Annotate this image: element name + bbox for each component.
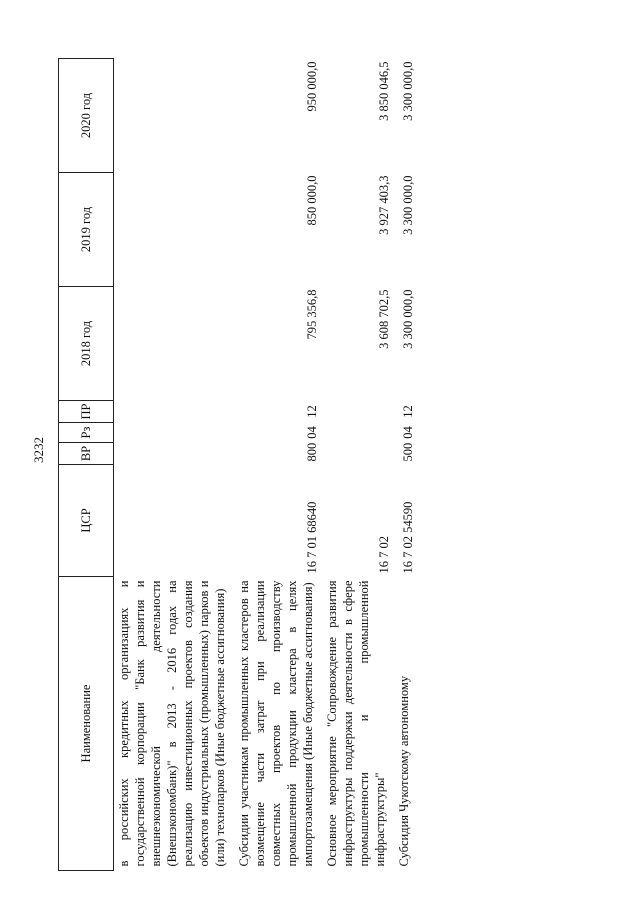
row-2018: 3 300 000,0 bbox=[401, 289, 415, 349]
row-2019 bbox=[114, 173, 235, 287]
table-row bbox=[114, 59, 235, 871]
row-vr bbox=[322, 443, 394, 465]
row-vr bbox=[114, 443, 235, 465]
budget-table bbox=[58, 58, 418, 871]
header-vr: ВР bbox=[59, 443, 114, 465]
row-2019: 3 300 000,0 bbox=[401, 175, 415, 235]
row-csr: 16 7 02 54590 bbox=[401, 501, 415, 574]
row-name: Субсидии участникам промышленных кластеров на возмещение части затрат при реализации совместных проектов по производству промышленной продукции кластера в целях импортозамещения (Иные бюджетные ассигнования) bbox=[237, 580, 315, 867]
row-name: Субсидия Чукотскому автономному bbox=[397, 675, 411, 867]
row-name: в российских кредитных организациях и государственной корпорации "Банк развития и внешнеэкономической деятельности (Внешэкономбанк)" в 2013 - 2016 годах на реализацию инвестиционных проектов создания объектов индустриальных (промышленных) парков и (или) технопарков (Иные бюджетные ассигнования) bbox=[117, 580, 227, 867]
header-name: Наименование bbox=[59, 577, 114, 871]
row-2020: 3 300 000,0 bbox=[401, 61, 415, 121]
budget-table-region bbox=[58, 59, 594, 871]
header-2020: 2020 год bbox=[59, 59, 114, 173]
header-2018: 2018 год bbox=[59, 287, 114, 401]
row-csr: 16 7 02 bbox=[377, 536, 391, 574]
table-row bbox=[322, 59, 394, 871]
row-pr bbox=[114, 401, 235, 423]
row-2018: 3 608 702,5 bbox=[377, 289, 391, 349]
table-row bbox=[234, 59, 322, 871]
row-rz: 04 bbox=[401, 426, 415, 439]
row-2020: 950 000,0 bbox=[305, 61, 319, 112]
row-vr: 500 bbox=[401, 442, 415, 462]
row-2020 bbox=[114, 59, 235, 173]
row-rz bbox=[322, 423, 394, 443]
row-csr: 16 7 01 68640 bbox=[305, 501, 319, 574]
row-vr: 800 bbox=[305, 442, 319, 462]
row-pr bbox=[322, 401, 394, 423]
header-rz: Рз bbox=[59, 423, 114, 443]
row-pr: 12 bbox=[305, 405, 319, 418]
table-row bbox=[394, 59, 418, 871]
row-pr: 12 bbox=[401, 405, 415, 418]
row-rz: 04 bbox=[305, 426, 319, 439]
row-2019: 3 927 403,3 bbox=[377, 175, 391, 235]
table-header-row bbox=[59, 59, 114, 871]
row-2018: 795 356,8 bbox=[305, 289, 319, 340]
row-2019: 850 000,0 bbox=[305, 175, 319, 226]
header-pr: ПР bbox=[59, 401, 114, 423]
row-name: Основное мероприятие "Сопровождение развития инфраструктуры поддержки деятельности в сфере промышленности и промышленной инфраструктуры" bbox=[325, 580, 387, 867]
row-2018 bbox=[114, 287, 235, 401]
header-2019: 2019 год bbox=[59, 173, 114, 287]
row-2020: 3 850 046,5 bbox=[377, 61, 391, 121]
row-csr bbox=[114, 465, 235, 577]
header-csr: ЦСР bbox=[59, 465, 114, 577]
row-rz bbox=[114, 423, 235, 443]
page-number: 3232 bbox=[31, 437, 46, 463]
